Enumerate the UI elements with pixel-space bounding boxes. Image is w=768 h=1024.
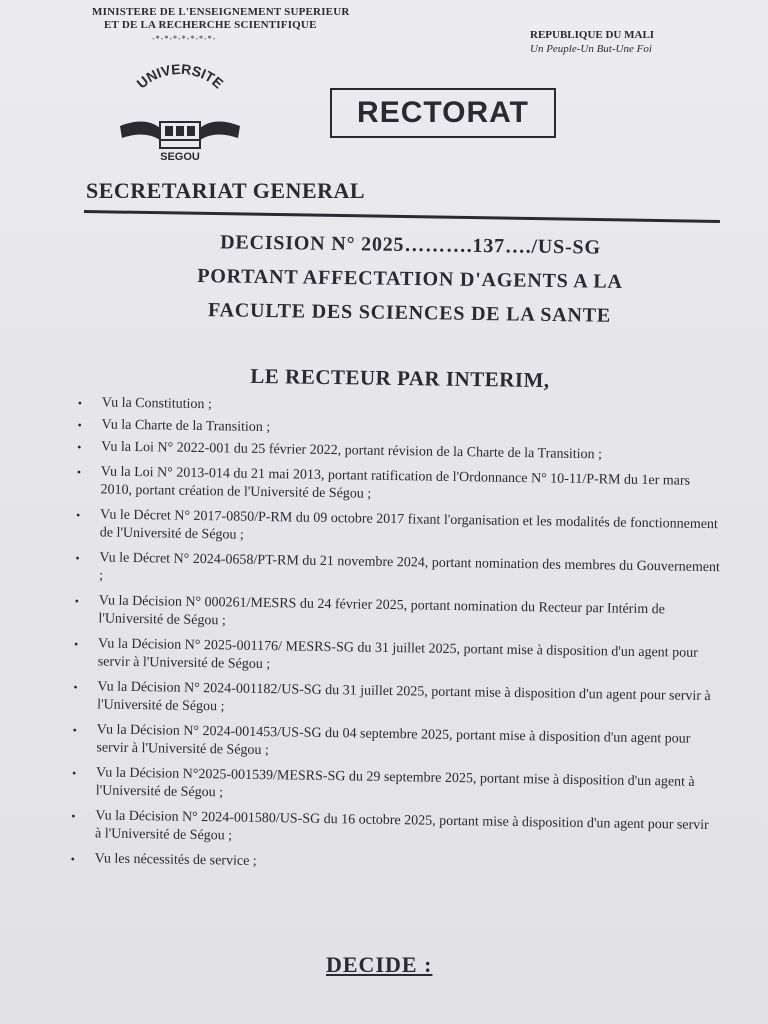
logo-text-bottom: SEGOU	[160, 151, 200, 163]
svg-text:UNIVERSITE	[133, 64, 226, 92]
visa-item: • Vu les nécessités de service ;	[70, 851, 257, 869]
visa-item: • Vu la Décision N° 2024-001580/US-SG du 16 octobre 2025, portant mise à disposition d'un agent pour servir à l'Université de Ségou ;	[71, 808, 709, 844]
ministry-line-2: ET DE LA RECHERCHE SCIENTIFIQUE	[104, 19, 317, 31]
logo-text-top: UNIVERSITE	[133, 64, 227, 92]
decision-number: DECISION N° 2025……….137…./US-SG	[220, 231, 601, 259]
visa-item: • Vu la Décision N° 2024-001182/US-SG du 31 juillet 2025, portant mise à disposition d'un agent pour servir à l'Université de Ségou ;	[73, 679, 711, 715]
visa-item: • Vu la Constitution ;	[77, 395, 212, 413]
bullet-icon: •	[77, 440, 82, 455]
republic-name: REPUBLIQUE DU MALI	[530, 29, 655, 41]
decision-title-line-1: PORTANT AFFECTATION D'AGENTS A LA	[197, 265, 623, 293]
visa-item: • Vu la Décision N°2025-001539/MESRS-SG du 29 septembre 2025, portant mise à disposition d'un agent à l'Université de Ségou ;	[71, 765, 695, 801]
bullet-icon: •	[77, 418, 82, 433]
university-seal-icon	[110, 64, 250, 164]
bullet-icon: •	[73, 680, 78, 695]
republic-motto: Un Peuple-Un But-Une Foi	[530, 43, 652, 55]
visa-item: • Vu la Charte de la Transition ;	[77, 417, 271, 436]
bullet-icon: •	[75, 551, 80, 566]
bullet-icon: •	[75, 508, 81, 523]
decision-title-line-2: FACULTE DES SCIENCES DE LA SANTE	[207, 299, 612, 327]
visa-item: • Vu la Décision N° 2024-001453/US-SG du 04 septembre 2025, portant mise à disposition d'un agent pour servir à l'Université de Ségou ;	[72, 722, 691, 759]
bullet-icon: •	[77, 396, 83, 411]
bullet-icon: •	[71, 809, 76, 824]
bullet-icon: •	[73, 637, 79, 652]
bullet-icon: •	[74, 594, 80, 609]
rectorat-label: RECTORAT	[357, 96, 529, 129]
decide-heading: DECIDE :	[326, 952, 433, 977]
bullet-icon: •	[71, 766, 77, 781]
ministry-line-1: MINISTERE DE L'ENSEIGNEMENT SUPERIEUR	[92, 6, 350, 18]
visa-item: • Vu la Décision N° 000261/MESRS du 24 février 2025, portant nomination du Recteur par Intérim de l'Université de Ségou ;	[74, 593, 666, 629]
bullet-icon: •	[76, 465, 82, 480]
visa-item: • Vu la Décision N° 2025-001176/ MESRS-SG du 31 juillet 2025, portant mise à disposition d'un agent pour servir à l'Université de Ségou ;	[73, 636, 698, 673]
visa-item: • Vu la Loi N° 2022-001 du 25 février 2022, portant révision de la Charte de la Transition ;	[77, 439, 603, 463]
ministry-separator: -*-*-*-*-*-*-*-	[152, 34, 217, 43]
header-divider	[84, 210, 720, 223]
bullet-icon: •	[70, 852, 76, 867]
visa-item: • Vu la Loi N° 2013-014 du 21 mai 2013, portant ratification de l'Ordonnance N° 10-11/P-RM du 1er mars 2010, portant création de l'Université de Ségou ;	[76, 464, 691, 502]
visa-list	[66, 394, 723, 885]
visa-item: • Vu le Décret N° 2017-0850/P-RM du 09 octobre 2017 fixant l'organisation et les modalités de fonctionnement de l'Université de Ségou ;	[75, 507, 718, 543]
ministry-header	[92, 6, 452, 45]
decision-title	[59, 223, 760, 335]
bullet-icon: •	[72, 723, 78, 738]
secretariat-general: SECRETARIAT GENERAL	[86, 178, 366, 203]
republic-header	[530, 28, 730, 56]
university-logo	[110, 64, 250, 164]
recteur-heading: LE RECTEUR PAR INTERIM,	[250, 363, 550, 393]
visa-item: • Vu le Décret N° 2024-0658/PT-RM du 21 novembre 2024, portant nomination des membres du Gouvernement ;	[75, 550, 721, 584]
rectorat-box	[330, 88, 556, 138]
